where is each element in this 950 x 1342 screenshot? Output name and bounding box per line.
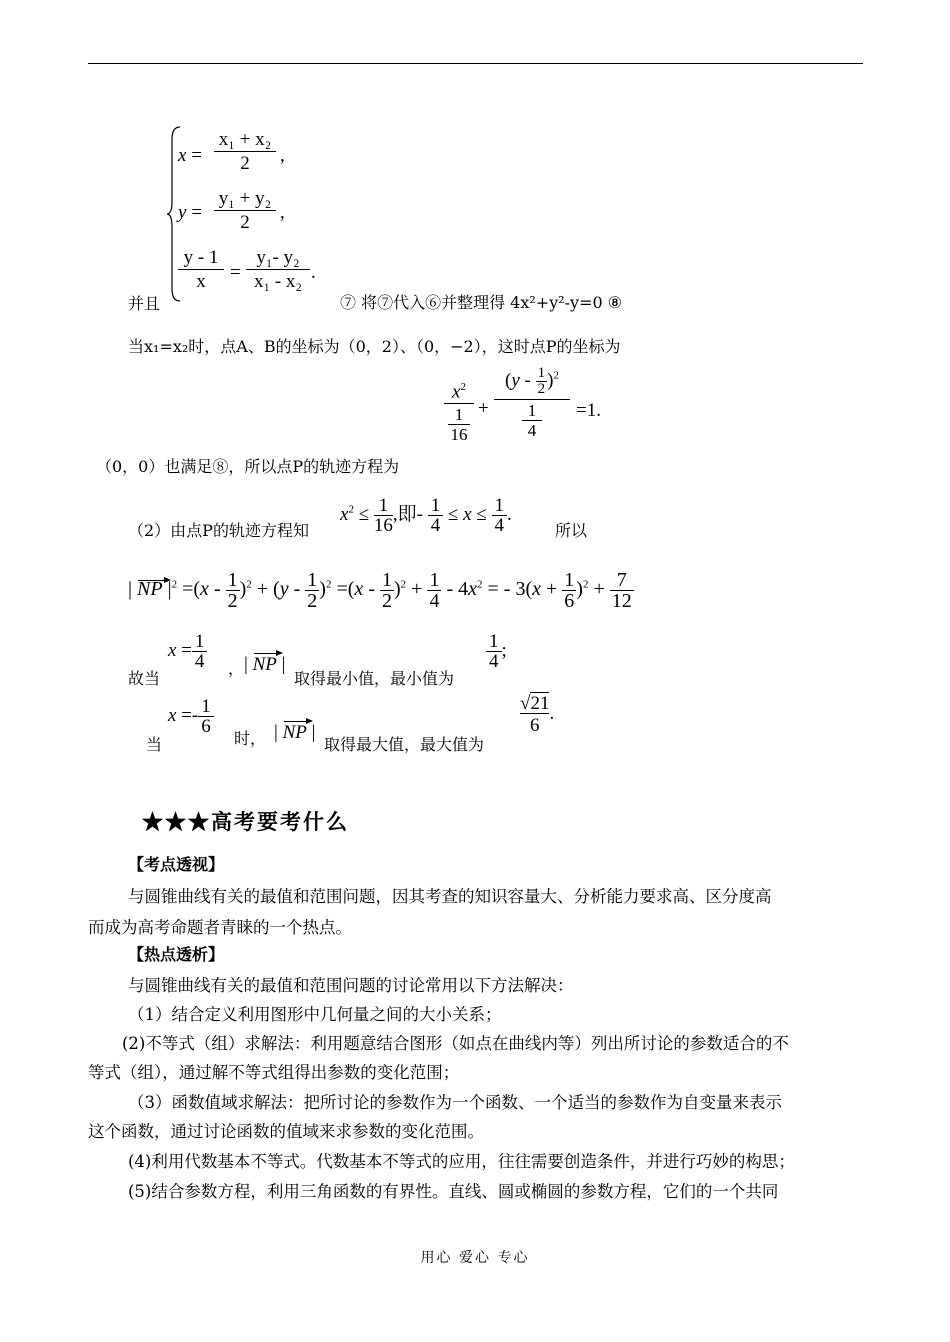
- method-2b: 等式（组），通过解不等式组得出参数的变化范围；: [88, 1063, 460, 1082]
- sys-eq2-num: y₁ + y₂: [218, 188, 272, 209]
- method-3b: 这个函数，通过讨论函数的值域来求参数的变化范围。: [88, 1122, 484, 1141]
- min-np: | NP |: [244, 654, 286, 675]
- min-np-arrowhead: [276, 650, 283, 656]
- min-lead: 故当: [128, 669, 161, 688]
- method-5: (5)结合参数方程，利用三角函数的有界性。直线、圆或椭圆的参数方程，它们的一个共同: [128, 1182, 779, 1201]
- min-end: ;: [501, 639, 507, 661]
- line-case-text: 当x₁=x₂时，点A、B的坐标为（0，2）、（0，−2），这时点P的坐标为: [128, 337, 621, 356]
- kaodian-line2: 而成为高考命题者青睐的一个热点。: [88, 918, 352, 937]
- sys-eq3-rden: x₁ - x₂: [253, 271, 303, 292]
- redian-intro: 与圆锥曲线有关的最值和范围问题的讨论常用以下方法解决：: [128, 976, 574, 995]
- method-2a: (2)不等式（组）求解法：利用题意结合图形（如点在曲线内等）列出所讨论的参数适合的不: [122, 1034, 789, 1053]
- max-xval: x =- $\frac{1}{6}$: [168, 697, 214, 736]
- system-prefix: 并且: [128, 294, 161, 313]
- sys-eq1-lhs: x =: [178, 145, 202, 166]
- sys-eq2-frac: [214, 189, 276, 232]
- max-text: 取得最大值，最大值为: [324, 735, 485, 754]
- sys-eq3-right-frac: [246, 248, 310, 291]
- max-lead: 当: [146, 735, 163, 754]
- kaodian-line1: 与圆锥曲线有关的最值和范围问题，因其考查的知识容量大、分析能力要求高、区分度高: [128, 887, 772, 906]
- part2-ineq: $x^2$ ≤ $\frac{1}{16}$ ,即- $\frac{1}{4}$ ≤ x ≤ $\frac{1}{4}$ .: [340, 495, 512, 536]
- sys-eq3-left-frac: [178, 248, 224, 291]
- max-end: .: [549, 702, 555, 724]
- sys-eq2-lhs: y =: [178, 202, 202, 223]
- also-satisfy-text: （0，0）也满足⑧，所以点P的轨迹方程为: [96, 457, 400, 476]
- ellipse-rhs: =1.: [576, 400, 601, 421]
- max-val: $\frac{√21}{6}$ .: [520, 693, 555, 736]
- sys-eq3-lden: x: [196, 271, 206, 292]
- sys-eq1-frac: [214, 130, 276, 173]
- sys-eq3-rnum: y₁- y₂: [256, 247, 300, 268]
- sys-eq2-den: 2: [240, 212, 250, 233]
- sys-eq3-tail: .: [311, 262, 316, 283]
- sys-eq3-eq: =: [230, 262, 241, 283]
- sys-eq2-tail: ,: [280, 202, 285, 223]
- sys-eq3-lnum: y - 1: [183, 247, 219, 268]
- method-3a: （3）函数值域求解法：把所讨论的参数作为一个函数、一个适当的参数作为自变量来表示: [128, 1093, 782, 1112]
- part2-tail: 所以: [555, 521, 588, 540]
- kaodian-heading: 【考点透视】: [128, 855, 225, 874]
- min-val: $\frac{1}{4}$ ;: [486, 632, 507, 671]
- np-vector-arrow: [138, 580, 166, 581]
- system-suffix: ⑦ 将⑦代入⑥并整理得 4x²+y²-y=0 ⑧: [340, 293, 623, 312]
- ellipse-plus: +: [478, 398, 489, 419]
- section-title: ★★★高考要考什么: [142, 809, 349, 834]
- min-xval: x = $\frac{1}{4}$: [168, 632, 207, 671]
- sys-eq1-den: 2: [240, 153, 250, 174]
- header-rule: [88, 63, 863, 64]
- np-equation: | NP $|^2 =(x$ - $\frac{1}{2}$ )$^2$ + (y - $\frac{1}{2}$ )$^2$ =(x - $\frac{1}{2}$ )$^2$ + $\frac{1}{4}$ - $4x^2$ = - 3(x + $\frac{1}{6}$ )$^2$ + $\frac{7}{12}$: [128, 569, 632, 612]
- max-np-arrow: [284, 721, 308, 722]
- sys-eq1-tail: ,: [280, 145, 285, 166]
- max-np: | NP |: [274, 722, 316, 743]
- ellipse-term1: $x^2$ 1 16: [444, 382, 474, 443]
- ellipse-term2: (y - $\frac{1}{2}$ )$^2$ 1 4: [494, 366, 570, 439]
- method-4: (4)利用代数基本不等式。代数基本不等式的应用，往往需要创造条件，并进行巧妙的构思；: [128, 1152, 795, 1171]
- method-1: （1）结合定义利用图形中几何量之间的大小关系；: [128, 1005, 502, 1024]
- sys-eq1-num: x₁ + x₂: [218, 129, 272, 150]
- redian-heading: 【热点透析】: [128, 945, 225, 964]
- min-sep: ，: [228, 659, 245, 678]
- page-footer: 用心 爱心 专心: [420, 1250, 530, 1266]
- min-text: 取得最小值，最小值为: [294, 669, 455, 688]
- np-vector-arrowhead: [164, 577, 171, 583]
- max-sep: 时，: [234, 729, 267, 748]
- min-np-arrow: [254, 653, 278, 654]
- part2-lead: （2）由点P的轨迹方程知: [128, 521, 309, 540]
- max-np-arrowhead: [306, 718, 313, 724]
